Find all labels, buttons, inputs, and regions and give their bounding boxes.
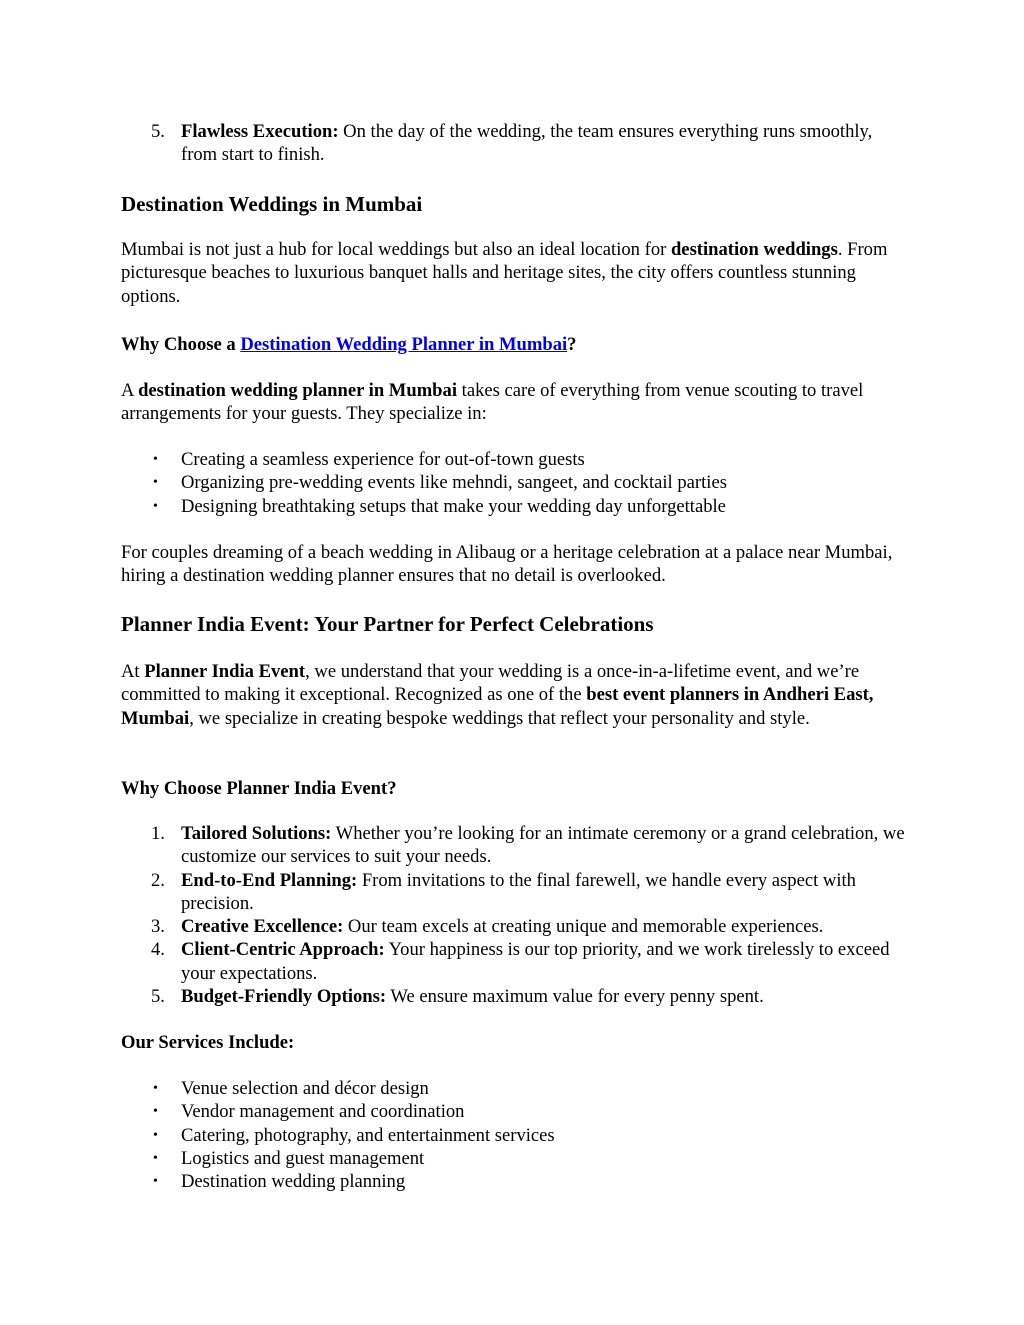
- list-item: [121, 822, 911, 869]
- planner-paragraph: [121, 660, 911, 730]
- list-item-text: Whether you’re looking for an intimate ceremony or a grand celebration, we customize our services to suit your needs.: [181, 823, 905, 868]
- list-item: [121, 1147, 911, 1170]
- destination-intro-paragraph: [121, 379, 911, 426]
- list-item: [121, 1124, 911, 1147]
- paragraph-bold: Planner India Event: [144, 661, 306, 682]
- list-item-text: Organizing pre-wedding events like mehndi, sangeet, and cocktail parties: [181, 472, 727, 494]
- bullet-icon: •: [153, 452, 158, 467]
- why-planner-heading: Why Choose Planner India Event?: [121, 778, 397, 799]
- reasons-list: [121, 822, 911, 1008]
- list-item-title: Flawless Execution:: [181, 121, 339, 142]
- bullet-icon: •: [153, 1174, 158, 1190]
- list-item: [121, 1077, 911, 1100]
- paragraph-text: , we specialize in creating bespoke weddings that reflect your personality and style.: [189, 707, 810, 729]
- list-number: 3.: [151, 916, 165, 938]
- list-item-text: Creating a seamless experience for out-of-town guests: [181, 449, 585, 470]
- bullet-icon: •: [153, 1081, 158, 1096]
- section-heading-destination: Destination Weddings in Mumbai: [121, 192, 423, 216]
- list-number: 5.: [151, 986, 165, 1008]
- bullet-icon: •: [153, 498, 158, 514]
- list-number: 5.: [151, 121, 165, 142]
- bullet-icon: •: [153, 1150, 158, 1166]
- paragraph-text: takes care of everything from venue scouting to travel arrangements for your guests. They specialize in:: [121, 380, 864, 425]
- paragraph-text: A: [121, 380, 139, 401]
- list-item: [121, 448, 911, 471]
- list-item: [121, 938, 911, 985]
- paragraph-bold: destination weddings: [670, 239, 838, 260]
- services-list: [121, 1077, 911, 1193]
- list-number: 1.: [151, 823, 165, 844]
- list-item-text: Catering, photography, and entertainment services: [181, 1124, 555, 1146]
- list-item-text: From invitations to the final farewell, we handle every aspect with precision.: [181, 869, 856, 914]
- list-item: [121, 120, 911, 167]
- bullet-icon: •: [153, 475, 158, 491]
- list-number: 4.: [151, 939, 165, 961]
- list-item-title: Tailored Solutions:: [181, 823, 332, 844]
- list-item-text: Destination wedding planning: [181, 1171, 406, 1193]
- paragraph-text: Mumbai is not just a hub for local weddings but also an ideal location for: [121, 239, 671, 260]
- bullet-icon: •: [153, 1127, 158, 1143]
- destination-paragraph: [121, 238, 911, 308]
- list-item: [121, 495, 911, 518]
- destination-closing-paragraph: For couples dreaming of a beach wedding in Alibaug or a heritage celebration at a palace near Mumbai, hiring a destination wedding planner ensures that no detail is overlooked.: [121, 542, 893, 587]
- list-item: [121, 1100, 911, 1123]
- heading-text: Why Choose a: [121, 334, 241, 355]
- list-item-text: Vendor management and coordination: [181, 1101, 465, 1123]
- paragraph-text: . From picturesque beaches to luxurious banquet halls and heritage sites, the city offers countless stunning options.: [121, 239, 888, 307]
- paragraph-bold: best event planners in Andheri East, Mumbai: [121, 684, 874, 729]
- services-heading: Our Services Include:: [121, 1032, 295, 1053]
- section-heading-planner: Planner India Event: Your Partner for Perfect Celebrations: [121, 612, 654, 636]
- paragraph-text: , we understand that your wedding is a once-in-a-lifetime event, and we’re committed to making it exceptional. Recognized as one of the: [121, 661, 860, 706]
- bullet-icon: •: [153, 1104, 158, 1120]
- list-item-text: Our team excels at creating unique and memorable experiences.: [343, 916, 824, 938]
- list-item-title: Client-Centric Approach:: [181, 939, 385, 961]
- paragraph-bold: destination wedding planner in Mumbai: [138, 380, 457, 401]
- list-number: 2.: [151, 869, 165, 891]
- list-item: [121, 915, 911, 938]
- list-item-text: Designing breathtaking setups that make your wedding day unforgettable: [181, 495, 726, 517]
- list-item: [121, 869, 911, 916]
- list-item: [121, 985, 911, 1008]
- list-item: [121, 1170, 911, 1193]
- list-item-text: Venue selection and décor design: [181, 1078, 429, 1099]
- list-item-title: Budget-Friendly Options:: [181, 986, 387, 1008]
- why-destination-heading: [121, 333, 911, 356]
- paragraph-text: At: [121, 661, 145, 682]
- list-item-text: Your happiness is our top priority, and we work tirelessly to exceed your expectations.: [181, 939, 890, 984]
- list-item: [121, 471, 911, 494]
- list-item-text: On the day of the wedding, the team ensures everything runs smoothly, from start to finish.: [181, 121, 873, 166]
- execution-steps-list: [121, 120, 911, 167]
- destination-planner-link[interactable]: Destination Wedding Planner in Mumbai: [240, 334, 568, 355]
- list-item-title: Creative Excellence:: [181, 916, 344, 938]
- specialties-list: [121, 448, 911, 518]
- list-item-text: We ensure maximum value for every penny spent.: [386, 986, 764, 1008]
- heading-text: ?: [567, 334, 577, 355]
- list-item-text: Logistics and guest management: [181, 1147, 425, 1169]
- list-item-title: End-to-End Planning:: [181, 869, 358, 891]
